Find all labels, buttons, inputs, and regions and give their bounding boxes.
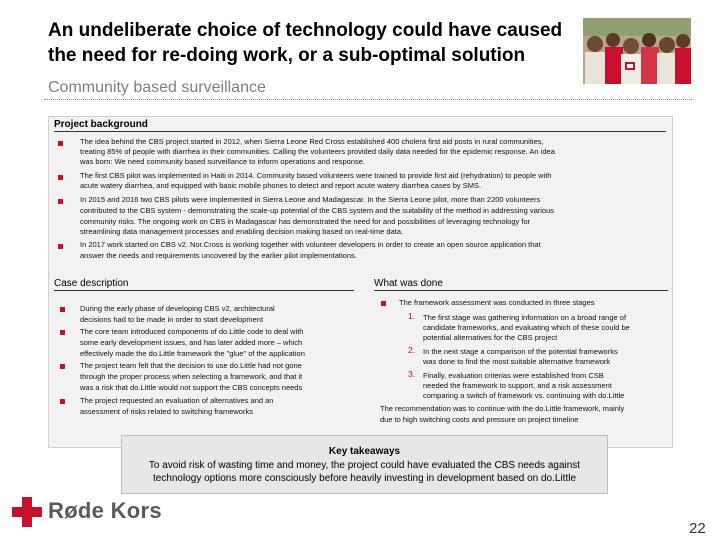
done-text-line: comparing a switch of framework vs. continuing with do.Little — [423, 391, 625, 400]
done-text-line: needed the framework to support, and a risk assessment — [423, 381, 612, 390]
key-takeaways-line: technology options more consciously before heavily investing in development based on do.Little — [152, 473, 577, 484]
bullet-marker — [58, 244, 63, 249]
background-text-line: The idea behind the CBS project started in 2012, when Sierra Leone Red Cross established 400 cholera first aid posts in rural communities, — [80, 137, 544, 146]
slide-title: An undeliberate choice of technology could have caused the need for re-doing work, or a sub-optimal solution — [48, 20, 563, 66]
bullet-marker — [60, 364, 65, 369]
recommendation-text-line: due to high switching costs and pressure on project timeline — [380, 415, 579, 424]
recommendation-text-line: The recommendation was to continue with the do.Little framework, mainly — [380, 404, 625, 413]
key-takeaways-title: Key takeaways — [328, 446, 401, 457]
page-number: 22 — [689, 520, 706, 537]
background-text-line: was born: We need community based surveillance to inform operations and response. — [80, 157, 366, 166]
red-cross-icon — [12, 497, 42, 527]
bullet-marker — [58, 175, 63, 180]
section-rule — [54, 131, 666, 132]
step-number: 3. — [408, 369, 416, 379]
case-text-line: decisions had to be made in order to start development — [80, 315, 264, 324]
done-text-line: Finally, evaluation criterias were established from CSB — [423, 371, 604, 380]
project-background-heading: Project background — [54, 119, 148, 130]
done-text-line: candidate frameworks, and evaluating which of these could be — [423, 323, 630, 332]
background-text-line: answer the needs and requirements uncovered by the earlier pilot implementations. — [80, 251, 357, 260]
key-takeaways-line: To avoid risk of wasting time and money, the project could have evaluated the CBS needs against — [148, 460, 581, 471]
background-text-line: acute watery diarrhea, and equipped with basic mobile phones to detect and report acute watery diarrhea cases by SMS. — [80, 181, 482, 190]
background-text-line: In 2017 work started on CBS v2. Nor.Cross is working together with volunteer developers in order to create an open source application that — [80, 240, 541, 249]
case-text-line: The project requested an evaluation of alternatives and an — [80, 396, 274, 405]
case-text-line: During the early phase of developing CBS v2, architectural — [80, 304, 275, 313]
done-lead-text: The framework assessment was conducted in three stages — [399, 298, 595, 307]
bullet-marker — [60, 399, 65, 404]
bullet-marker — [58, 141, 63, 146]
organization-logo-text: Røde Kors — [48, 498, 162, 523]
bullet-marker — [381, 301, 386, 306]
step-number: 2. — [408, 345, 416, 355]
case-text-line: some early development issues, and has later added more – which — [80, 338, 303, 347]
slide-subtitle: Community based surveillance — [48, 79, 266, 96]
bullet-marker — [60, 330, 65, 335]
case-text-line: The project team felt that the decision to use do.Little had not gone — [80, 361, 302, 370]
done-text-line: In the next stage a comparison of the potential frameworks — [423, 347, 618, 356]
header-photo — [583, 18, 691, 84]
background-text-line: community risks. The ongoing work on CBS in Madagascar has demonstrated the need for and possibilities of leveraging technology for — [80, 217, 531, 226]
background-text-line: streamlining data management processes and enabling decision making based on real-time data. — [80, 227, 404, 236]
case-text-line: effectively made the do.Little framework the "glue" of the application — [80, 349, 305, 358]
what-was-done-heading: What was done — [374, 278, 443, 289]
bullet-marker — [60, 307, 65, 312]
case-text-line: through the proper process when selecting a framework, and that it — [80, 372, 303, 381]
done-text-line: potential alternatives for the CBS project — [423, 333, 558, 342]
background-text-line: The first CBS pilot was implemented in Haiti in 2014. Community based volunteers were trained to provide first aid (rehydration) to people with — [80, 171, 552, 180]
bullet-marker — [58, 199, 63, 204]
case-text-line: assessment of risks related to switching frameworks — [80, 407, 253, 416]
case-description-heading: Case description — [54, 278, 129, 289]
header-divider — [44, 99, 692, 100]
background-text-line: contributed to the CBS system - demonstrating the scale-up potential of the CBS system and the suitability of the method in addressing various — [80, 206, 555, 215]
case-text-line: was a risk that do.Little would not support the CBS concepts needs — [80, 383, 303, 392]
done-text-line: was done to find the most suitable alternative framework — [423, 357, 611, 366]
background-text-line: treating 85% of people with diarrhea in their communities. Calling the volunteers provided daily data needed for the epidemic response. An idea — [80, 147, 555, 156]
background-text-line: In 2015 and 2016 two CBS pilots were implemented in Sierra Leone and Madagascar. In the Sierra Leone pilot, more than 2200 volunteers — [80, 195, 541, 204]
done-text-line: The first stage was gathering information on a broad range of — [423, 313, 627, 322]
section-rule — [54, 290, 354, 291]
case-text-line: The core team introduced components of do.Little code to deal with — [80, 327, 304, 336]
section-rule — [374, 290, 668, 291]
step-number: 1. — [408, 311, 416, 321]
key-takeaways-text — [131, 459, 598, 485]
